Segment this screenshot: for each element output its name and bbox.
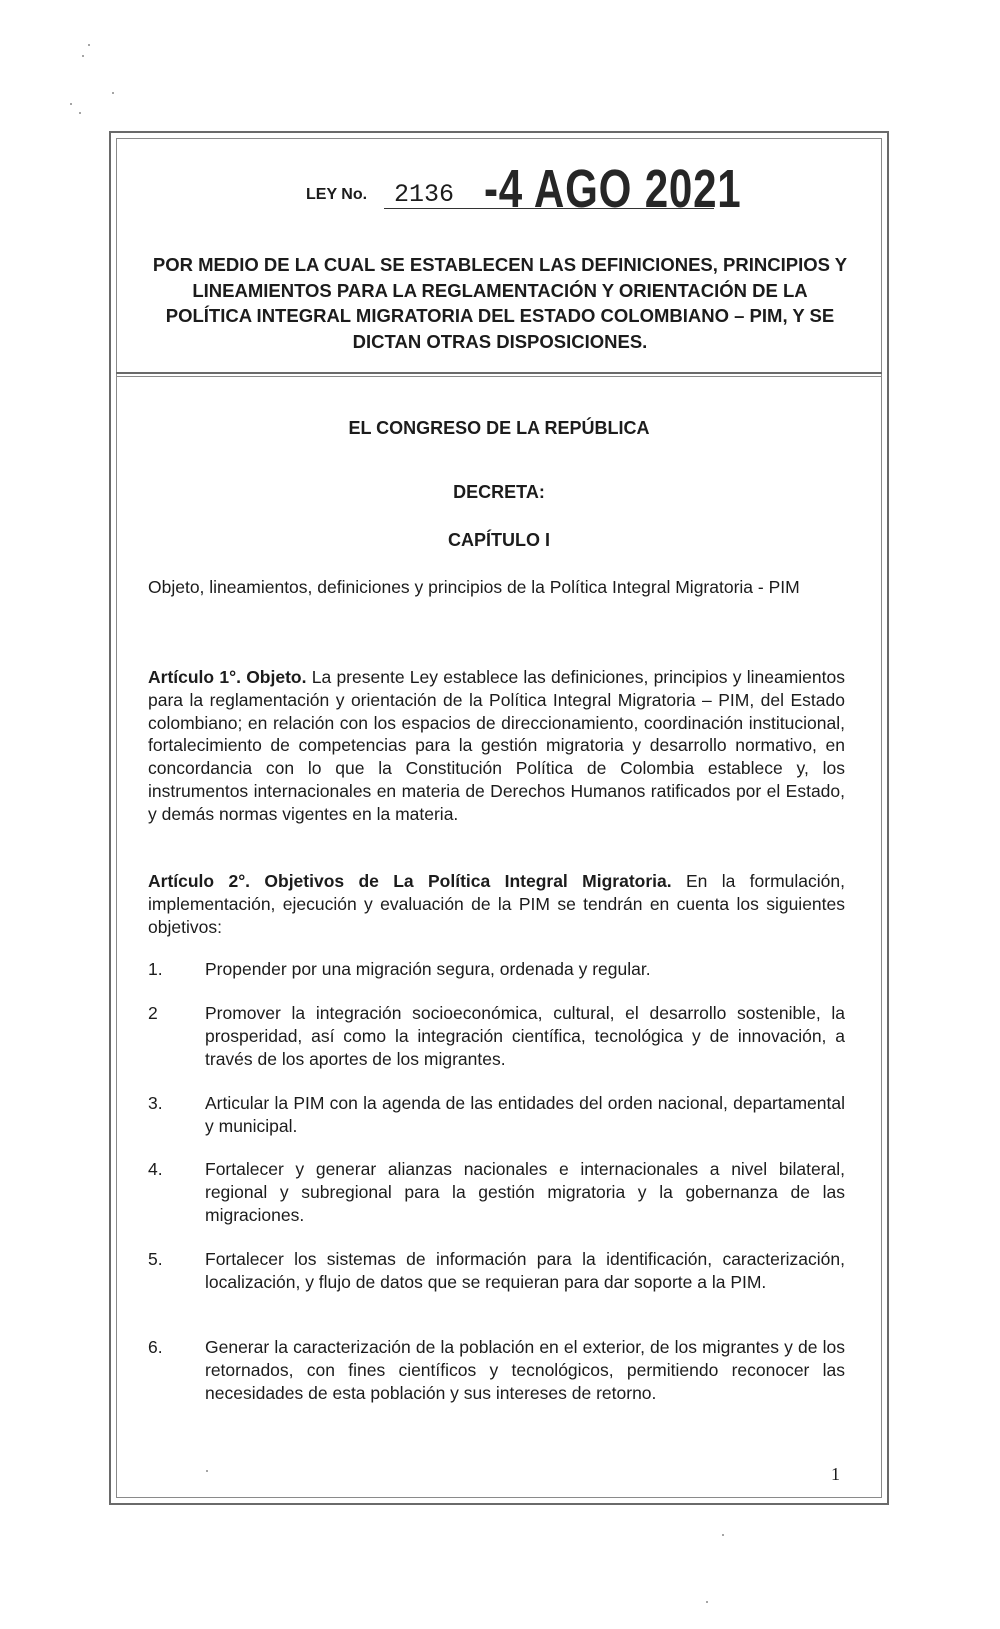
objective-number: 5. — [148, 1249, 163, 1269]
objective-text: Promover la integración socioeconómica, cultural, el desarrollo sostenible, la prosperidad, así como la integración científica, tecnológica y de innovación, a través de los aportes de los migrantes. — [205, 1003, 845, 1069]
objective-text: Propender por una migración segura, ordenada y regular. — [205, 959, 651, 979]
objective-number: 6. — [148, 1337, 163, 1357]
law-number: 2136 — [394, 180, 455, 209]
law-number-line — [306, 158, 742, 219]
objective-text: Generar la caracterización de la población en el exterior, de los migrantes y de los retornados, con fines científicos y tecnológicos, permitiendo reconocer las necesidades de esta población y sus intereses de retorno. — [205, 1337, 845, 1403]
objective-text: Articular la PIM con la agenda de las entidades del orden nacional, departamental y municipal. — [205, 1093, 845, 1136]
objective-number: 2 — [148, 1003, 158, 1023]
objective-number: 3. — [148, 1093, 163, 1113]
article-2 — [148, 870, 845, 938]
article-2-heading: Artículo 2°. Objetivos de La Política Integral Migratoria. — [148, 871, 672, 891]
law-date-stamp: -4 AGO 2021 — [484, 159, 742, 219]
article-2-body: En la formulación, implementación, ejecución y evaluación de la PIM se tendrán en cuenta los siguientes objetivos: — [148, 871, 845, 937]
objective-number: 1. — [148, 959, 163, 979]
article-1 — [148, 666, 845, 826]
header-divider — [116, 372, 882, 377]
article-1-body: La presente Ley establece las definiciones, principios y lineamientos para la reglamentación y orientación de la Política Integral Migratoria – PIM, del Estado colombiano; en relación con los espacios de direccionamiento, coordinación institucional, fortalecimiento de competencias para la gestión migratoria y desarrollo normativo, en concordancia con lo que la Constitución Política de Colombia establece y, los instrumentos internacionales en materia de Derechos Humanos ratificados por el Estado, y demás normas vigentes en la materia. — [148, 667, 845, 824]
chapter-subtitle: Objeto, lineamientos, definiciones y principios de la Política Integral Migratoria - PIM — [148, 577, 800, 597]
page-number: 1 — [831, 1464, 840, 1484]
law-title: POR MEDIO DE LA CUAL SE ESTABLECEN LAS DEFINICIONES, PRINCIPIOS Y LINEAMIENTOS PARA LA REGLAMENTACIÓN Y ORIENTACIÓN DE LA POLÍTICA INTEGRAL MIGRATORIA DEL ESTADO COLOMBIANO – PIM, Y SE DICTAN OTRAS DISPOSICIONES. — [152, 254, 848, 352]
law-prefix: LEY No. — [306, 186, 368, 203]
objective-text: Fortalecer los sistemas de información para la identificación, caracterización, localización, y flujo de datos que se requieran para dar soporte a la PIM. — [205, 1249, 845, 1292]
chapter-title: CAPÍTULO I — [448, 530, 550, 550]
article-1-heading: Artículo 1°. Objeto. — [148, 667, 307, 687]
decreta-heading: DECRETA: — [453, 482, 545, 502]
objective-text: Fortalecer y generar alianzas nacionales e internacionales a nivel bilateral, regional y subregional para la gestión migratoria y la gobernanza de las migraciones. — [205, 1159, 845, 1225]
objective-number: 4. — [148, 1159, 163, 1179]
issuer-heading: EL CONGRESO DE LA REPÚBLICA — [348, 418, 650, 438]
